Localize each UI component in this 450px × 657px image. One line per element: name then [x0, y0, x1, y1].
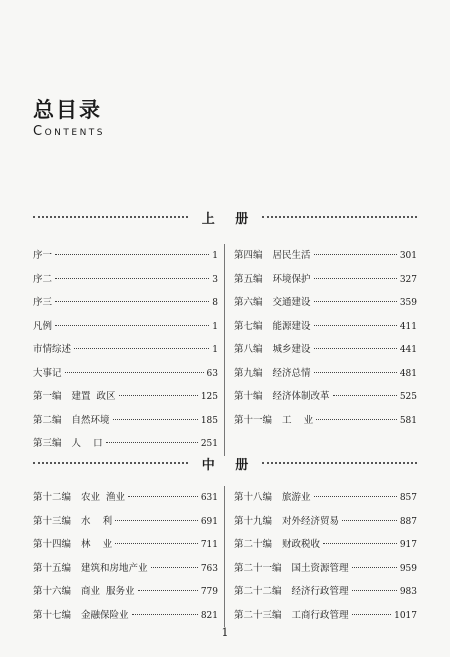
- volume1-rule-left: [33, 216, 188, 218]
- toc-entry: [33, 291, 218, 315]
- volume2-contents: [33, 486, 417, 627]
- dot-leader: [314, 254, 397, 255]
- toc-entry-name: 序三: [33, 297, 53, 308]
- toc-entry-page: 3: [212, 274, 218, 285]
- toc-entry-subtitle: 水 利: [81, 515, 113, 527]
- toc-entry-name: 第二编: [33, 414, 62, 426]
- dot-leader: [128, 496, 198, 497]
- volume1-left-column: [33, 244, 225, 456]
- toc-entry: [234, 244, 417, 268]
- toc-entry-name: 第二十三编: [234, 609, 282, 621]
- toc-entry-subtitle: 城乡建设: [272, 344, 311, 355]
- volume2-rule-right: [262, 462, 417, 464]
- toc-entry: [33, 510, 218, 534]
- dot-leader: [106, 442, 198, 443]
- toc-entry: [33, 315, 218, 339]
- volume2-rule-left: [33, 462, 188, 464]
- toc-entry-subtitle: 自然环境: [71, 414, 110, 426]
- toc-entry-page: 301: [399, 251, 417, 261]
- toc-entry-page: 251: [200, 439, 218, 449]
- toc-entry-subtitle: 农业 渔业: [81, 492, 126, 503]
- toc-entry-name: 第五编: [234, 273, 263, 285]
- toc-entry-name: 第十编: [234, 391, 263, 402]
- page-title: 总目录: [33, 97, 102, 122]
- dot-leader: [342, 520, 397, 521]
- toc-entry: [234, 510, 417, 534]
- toc-entry: [33, 409, 218, 433]
- toc-entry: [33, 533, 218, 557]
- dot-leader: [138, 590, 198, 591]
- volume1-rule-right: [262, 216, 417, 218]
- volume2-right-column: [225, 486, 417, 627]
- toc-entry-name: 第四编: [234, 250, 263, 261]
- toc-entry-page: 1: [212, 251, 218, 261]
- toc-entry-subtitle: 林 业: [81, 539, 113, 550]
- toc-entry-subtitle: 国土资源管理: [291, 562, 349, 574]
- toc-entry: [33, 385, 218, 409]
- toc-entry-page: 125: [200, 392, 218, 402]
- toc-entry: [33, 362, 218, 386]
- toc-entry-page: 691: [200, 516, 218, 527]
- dot-leader: [314, 278, 397, 279]
- dot-leader: [314, 325, 397, 326]
- toc-entry-name: 市情综述: [33, 344, 72, 355]
- dot-leader: [115, 520, 198, 521]
- page-number: 1: [221, 626, 229, 639]
- dot-leader: [314, 348, 397, 349]
- toc-entry-page: 983: [399, 587, 417, 597]
- toc-entry: [234, 604, 417, 628]
- dot-leader: [352, 590, 397, 591]
- dot-leader: [113, 419, 198, 420]
- toc-entry: [234, 409, 417, 433]
- toc-entry-name: 第三编: [33, 438, 62, 449]
- toc-entry-page: 185: [200, 415, 218, 426]
- dot-leader: [55, 325, 209, 326]
- toc-entry-name: 序一: [33, 250, 53, 261]
- dot-leader: [119, 395, 198, 396]
- toc-entry-page: 821: [200, 610, 218, 621]
- toc-entry: [33, 557, 218, 581]
- page-subtitle: Contents: [33, 124, 106, 139]
- toc-entry-page: 525: [399, 392, 417, 402]
- dot-leader: [314, 496, 397, 497]
- toc-entry-name: 第一编: [33, 391, 62, 402]
- dot-leader: [314, 372, 397, 373]
- toc-entry-subtitle: 人 口: [71, 438, 103, 449]
- toc-entry-page: 481: [399, 368, 417, 379]
- toc-entry-subtitle: 居民生活: [272, 250, 311, 261]
- toc-entry: [234, 291, 417, 315]
- toc-entry-name: 第十七编: [33, 609, 72, 621]
- toc-entry-page: 581: [399, 415, 417, 426]
- toc-entry-page: 441: [399, 345, 417, 355]
- toc-entry: [33, 338, 218, 362]
- toc-entry-page: 1: [212, 321, 218, 332]
- toc-entry-subtitle: 商业 服务业: [81, 586, 135, 597]
- toc-entry: [33, 432, 218, 456]
- toc-entry-page: 327: [399, 274, 417, 285]
- dot-leader: [352, 614, 392, 615]
- toc-entry-subtitle: 工 业: [282, 414, 314, 426]
- toc-entry-name: 第十六编: [33, 586, 72, 597]
- toc-entry-name: 第二十编: [234, 539, 273, 550]
- toc-entry-page: 63: [206, 368, 218, 379]
- toc-entry-page: 917: [399, 540, 417, 550]
- toc-entry: [234, 315, 417, 339]
- toc-entry: [33, 604, 218, 628]
- toc-entry: [234, 268, 417, 292]
- dot-leader: [323, 543, 397, 544]
- toc-entry: [33, 580, 218, 604]
- toc-entry-subtitle: 工商行政管理: [291, 609, 349, 621]
- volume1-contents: [33, 244, 417, 456]
- toc-entry-name: 第六编: [234, 297, 263, 308]
- toc-entry-subtitle: 经济体制改革: [272, 391, 330, 402]
- toc-entry-subtitle: 财政税收: [282, 539, 321, 550]
- toc-entry-page: 763: [200, 563, 218, 574]
- volume2-left-column: [33, 486, 225, 627]
- dot-leader: [314, 301, 397, 302]
- toc-entry-page: 631: [200, 493, 218, 503]
- toc-entry-page: 711: [200, 540, 218, 550]
- toc-entry-name: 第十八编: [234, 492, 273, 503]
- toc-entry-name: 第二十二编: [234, 586, 282, 597]
- title-block: [33, 98, 105, 140]
- toc-entry: [234, 385, 417, 409]
- volume1-header: [33, 209, 417, 225]
- volume1-right-column: [225, 244, 417, 456]
- toc-entry-subtitle: 对外经济贸易: [282, 515, 340, 527]
- toc-entry-name: 第十一编: [234, 414, 273, 426]
- toc-entry-name: 凡例: [33, 320, 53, 332]
- toc-entry-page: 8: [212, 298, 218, 308]
- toc-entry-page: 857: [399, 493, 417, 503]
- dot-leader: [333, 395, 397, 396]
- toc-entry: [33, 486, 218, 510]
- toc-entry-name: 第十九编: [234, 515, 273, 527]
- toc-entry-page: 359: [399, 298, 417, 308]
- dot-leader: [132, 614, 198, 615]
- toc-entry-subtitle: 旅游业: [282, 492, 311, 503]
- toc-entry: [234, 557, 417, 581]
- toc-entry-subtitle: 经济行政管理: [291, 586, 349, 597]
- toc-entry: [33, 268, 218, 292]
- dot-leader: [316, 419, 397, 420]
- toc-entry-page: 779: [200, 587, 218, 597]
- toc-entry-subtitle: 建置 政区: [71, 391, 116, 402]
- toc-entry: [234, 486, 417, 510]
- toc-entry-subtitle: 金融保险业: [81, 609, 129, 621]
- toc-entry-name: 第十二编: [33, 492, 72, 503]
- dot-leader: [65, 372, 204, 373]
- toc-entry-name: 序二: [33, 273, 53, 285]
- toc-entry-page: 1: [212, 345, 218, 355]
- toc-entry-page: 887: [399, 516, 417, 527]
- dot-leader: [115, 543, 198, 544]
- toc-entry: [234, 362, 417, 386]
- toc-entry: [33, 244, 218, 268]
- toc-entry-page: 1017: [394, 610, 417, 621]
- toc-entry-subtitle: 交通建设: [272, 297, 311, 308]
- toc-entry-name: 第十五编: [33, 562, 72, 574]
- toc-entry-subtitle: 环境保护: [272, 273, 311, 285]
- toc-entry-name: 第二十一编: [234, 562, 282, 574]
- toc-entry: [234, 338, 417, 362]
- dot-leader: [55, 278, 209, 279]
- volume2-header: [33, 455, 417, 471]
- dot-leader: [55, 301, 209, 302]
- toc-entry-name: 第八编: [234, 344, 263, 355]
- toc-entry-name: 第九编: [234, 367, 263, 379]
- toc-entry-subtitle: 建筑和房地产业: [81, 562, 148, 574]
- toc-entry-page: 959: [399, 563, 417, 574]
- toc-entry-name: 大事记: [33, 367, 62, 379]
- toc-entry-name: 第十四编: [33, 539, 72, 550]
- volume1-label: 上 册: [201, 211, 257, 227]
- toc-entry-subtitle: 经济总情: [272, 367, 311, 379]
- toc-entry-name: 第十三编: [33, 515, 72, 527]
- toc-entry-name: 第七编: [234, 320, 263, 332]
- dot-leader: [151, 567, 198, 568]
- toc-entry-page: 411: [399, 321, 417, 332]
- volume2-label: 中 册: [201, 457, 257, 473]
- dot-leader: [352, 567, 397, 568]
- toc-entry: [234, 580, 417, 604]
- toc-entry-subtitle: 能源建设: [272, 320, 311, 332]
- dot-leader: [74, 348, 209, 349]
- toc-entry: [234, 533, 417, 557]
- dot-leader: [55, 254, 209, 255]
